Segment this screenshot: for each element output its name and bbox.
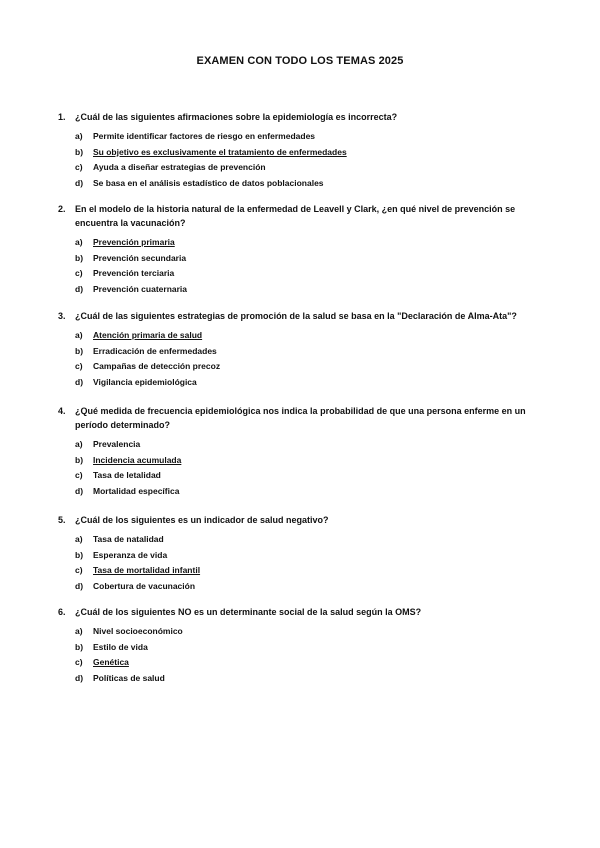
option-text: Cobertura de vacunación [93, 580, 196, 591]
option-letter: c) [75, 162, 83, 172]
option-a [58, 437, 548, 453]
option-letter: c) [75, 657, 83, 667]
option-text-correct: Atención primaria de salud [93, 330, 203, 340]
option-letter: a) [75, 237, 83, 247]
option-a [58, 532, 548, 548]
option-text: Políticas de salud [93, 672, 165, 683]
question-1 [58, 110, 548, 191]
question-3 [58, 309, 548, 390]
option-text: Tasa de letalidad [93, 470, 161, 480]
option-d [58, 484, 548, 500]
question-number: 6. [58, 607, 66, 617]
option-b [58, 344, 548, 360]
option-letter: a) [75, 131, 83, 141]
option-letter: c) [75, 470, 83, 480]
option-a [58, 328, 548, 344]
option-text: Prevención secundaria [93, 252, 187, 263]
option-letter: b) [75, 252, 84, 263]
option-text: Prevención cuaternaria [93, 283, 188, 294]
option-a [58, 235, 548, 251]
option-b [58, 145, 548, 161]
option-text: Erradicación de enfermedades [93, 345, 217, 356]
question-text: ¿Cuál de las siguientes estrategias de promoción de la salud se basa en la "Declaración de Alma-Ata"? [75, 311, 517, 321]
question-2 [58, 202, 548, 297]
question-5 [58, 513, 548, 594]
option-text: Permite identificar factores de riesgo en enfermedades [93, 131, 316, 141]
option-text: Prevención terciaria [93, 268, 175, 278]
option-b [58, 453, 548, 469]
option-b [58, 640, 548, 656]
question-text: ¿Qué medida de frecuencia epidemiológica nos indica la probabilidad de que una persona enferme en un período determinado? [75, 406, 526, 430]
option-text: Esperanza de vida [93, 549, 168, 560]
option-letter: d) [75, 485, 84, 496]
question-6 [58, 605, 548, 686]
option-letter: b) [75, 146, 84, 157]
option-d [58, 176, 548, 192]
question-text: En el modelo de la historia natural de la enfermedad de Leavell y Clark, ¿en qué nivel de prevención se encuentra la vacunación? [75, 204, 516, 228]
option-d [58, 671, 548, 687]
question-text: ¿Cuál de las siguientes afirmaciones sobre la epidemiología es incorrecta? [75, 112, 398, 122]
question-number: 5. [58, 515, 66, 525]
option-letter: d) [75, 672, 84, 683]
option-letter: c) [75, 565, 83, 575]
option-letter: b) [75, 641, 84, 652]
option-d [58, 282, 548, 298]
option-letter: d) [75, 580, 84, 591]
option-text: Mortalidad específica [93, 485, 180, 496]
option-c [58, 266, 548, 282]
option-b [58, 548, 548, 564]
option-a [58, 624, 548, 640]
option-letter: d) [75, 376, 84, 387]
option-letter: c) [75, 268, 83, 278]
option-d [58, 579, 548, 595]
question-text: ¿Cuál de los siguientes es un indicador de salud negativo? [75, 515, 329, 525]
option-text: Se basa en el análisis estadístico de datos poblacionales [93, 177, 324, 188]
option-text-correct: Incidencia acumulada [93, 454, 182, 465]
option-c [58, 160, 548, 176]
option-c [58, 563, 548, 579]
option-text: Vigilancia epidemiológica [93, 376, 197, 387]
question-number: 2. [58, 204, 66, 214]
option-text-correct: Genética [93, 657, 129, 667]
option-text: Estilo de vida [93, 641, 148, 652]
option-letter: c) [75, 361, 83, 371]
question-number: 4. [58, 406, 66, 416]
option-text: Ayuda a diseñar estrategias de prevención [93, 162, 266, 172]
question-number: 3. [58, 311, 66, 321]
option-letter: b) [75, 549, 84, 560]
option-text-correct: Tasa de mortalidad infantil [93, 565, 201, 575]
option-text: Prevalencia [93, 439, 141, 449]
question-text: ¿Cuál de los siguientes NO es un determinante social de la salud según la OMS? [75, 607, 422, 617]
option-letter: b) [75, 345, 84, 356]
option-a [58, 129, 548, 145]
option-letter: a) [75, 330, 83, 340]
question-4 [58, 404, 548, 499]
option-text: Tasa de natalidad [93, 534, 164, 544]
option-letter: d) [75, 283, 84, 294]
option-d [58, 375, 548, 391]
option-c [58, 655, 548, 671]
option-letter: d) [75, 177, 84, 188]
option-text: Campañas de detección precoz [93, 361, 221, 371]
option-text: Nivel socioeconómico [93, 626, 183, 636]
option-b [58, 251, 548, 267]
question-number: 1. [58, 112, 66, 122]
option-letter: a) [75, 534, 83, 544]
option-text-correct: Prevención primaria [93, 237, 175, 247]
option-letter: a) [75, 626, 83, 636]
option-letter: a) [75, 439, 83, 449]
exam-title: EXAMEN CON TODO LOS TEMAS 2025 [196, 55, 404, 67]
option-letter: b) [75, 454, 84, 465]
option-text-correct: Su objetivo es exclusivamente el tratamiento de enfermedades [93, 146, 347, 157]
option-c [58, 359, 548, 375]
option-c [58, 468, 548, 484]
